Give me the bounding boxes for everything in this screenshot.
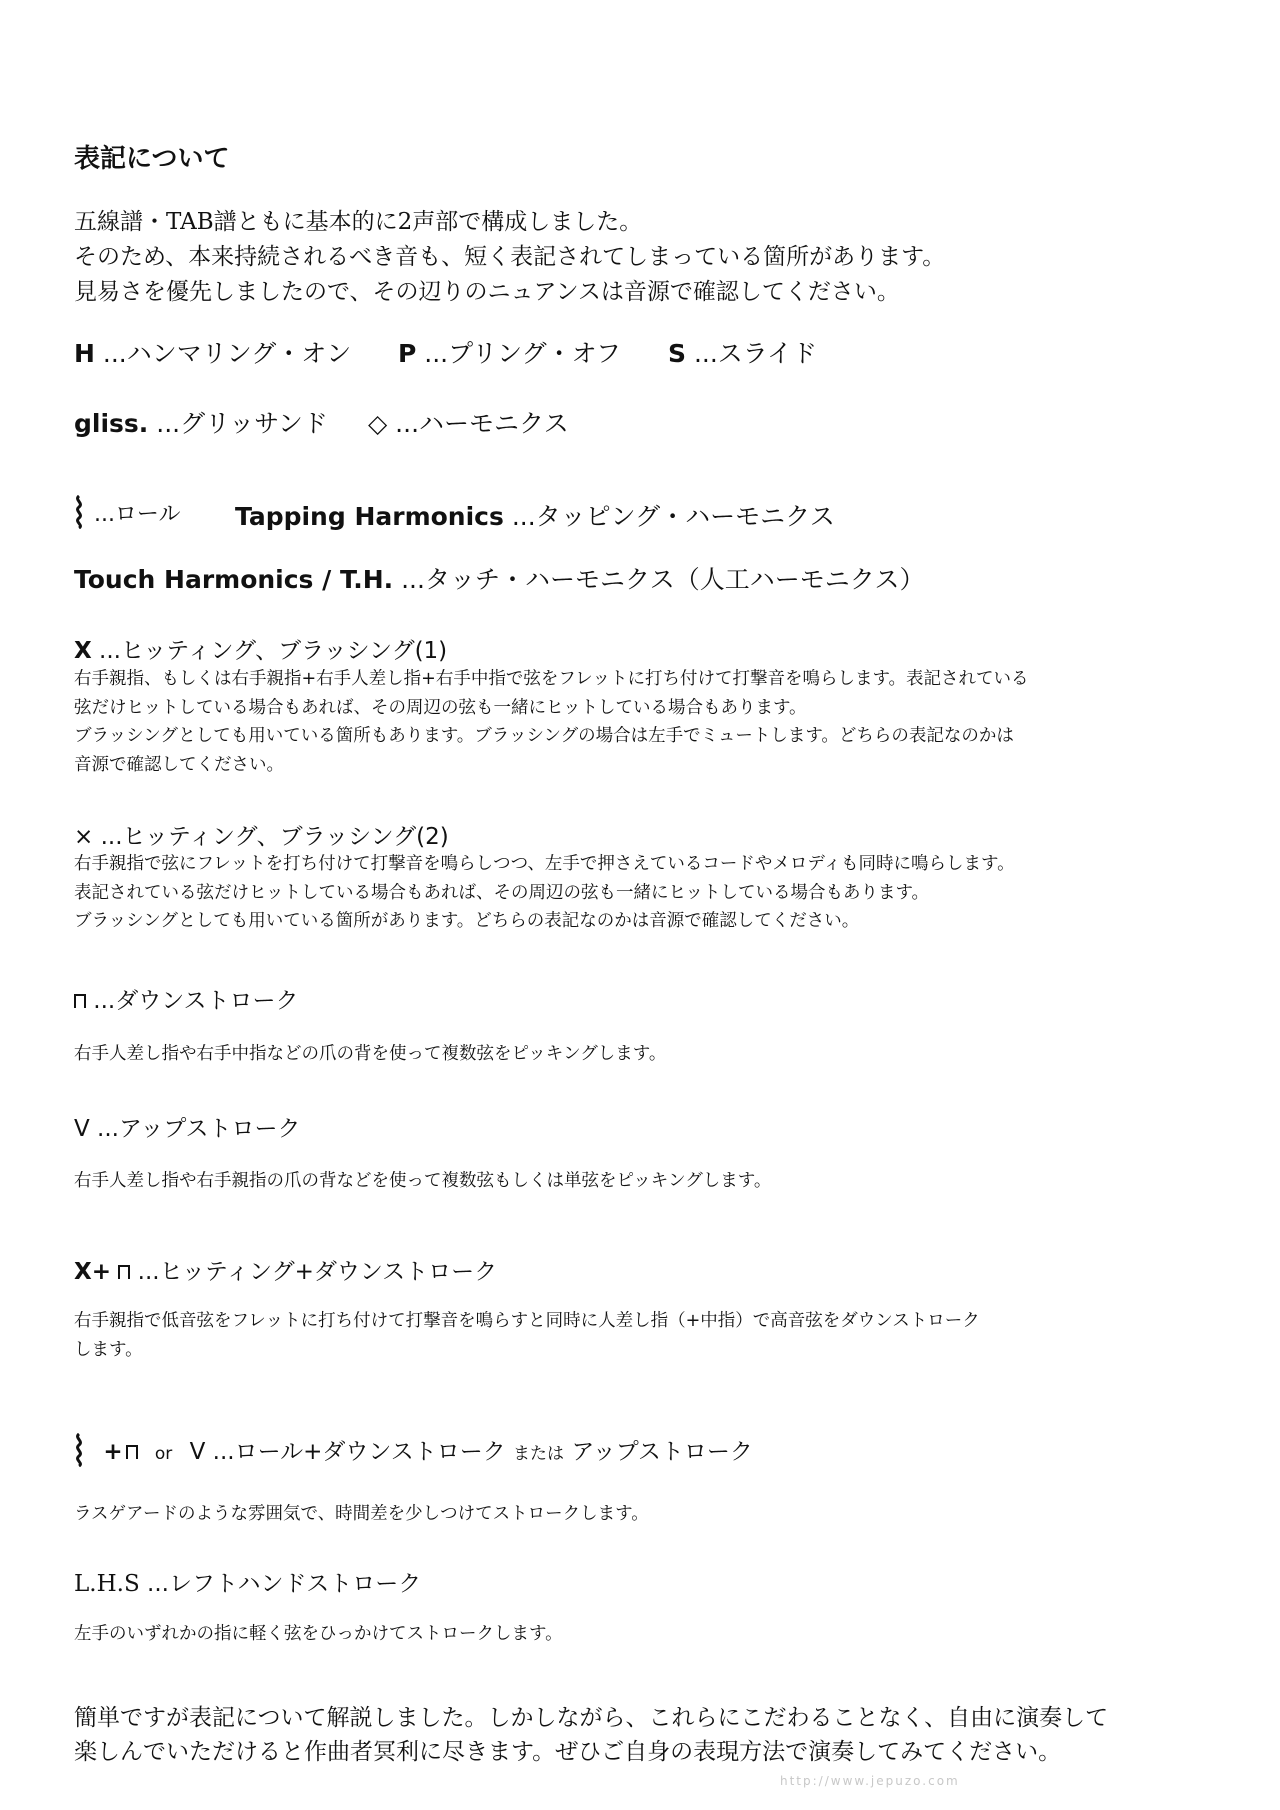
lhs-symbol: L.H.S [74, 1571, 140, 1597]
page-title: 表記について [74, 144, 230, 174]
hammer-on-label: ...ハンマリング・オン [94, 339, 352, 368]
desc-line: ブラッシングとしても用いている箇所もあります。ブラッシングの場合は左手でミュートします。どちらの表記なのかは [74, 726, 1014, 746]
legend-slide [668, 334, 817, 370]
up-stroke-symbol: V [74, 1116, 90, 1142]
watermark: http://www.jepuzo.com [780, 1774, 960, 1788]
desc-line: 右手親指、もしくは右手親指+右手人差し指+右手中指で弦をフレットに打ち付けて打撃音を鳴らします。表記されている [74, 669, 1029, 689]
roll-arpeggio-icon [72, 495, 86, 529]
or-word: or [154, 1444, 173, 1464]
lhs-label: ...レフトハンドストローク [139, 1571, 422, 1597]
down-stroke-description: 右手人差し指や右手中指などの爪の背を使って複数弦をピッキングします。 [74, 1044, 667, 1064]
tapping-harmonics-label: ...タッピング・ハーモニクス [503, 502, 835, 531]
hitting-2-symbol: × [74, 824, 94, 850]
mataha-word: または [513, 1444, 565, 1464]
legend-roll [72, 495, 181, 529]
roll-arpeggio-icon [72, 1433, 86, 1467]
legend-harmonics [368, 404, 569, 440]
hitting-down-symbol: X+ [74, 1259, 112, 1285]
harmonics-label: ...ハーモニクス [387, 409, 569, 438]
lhs-description: 左手のいずれかの指に軽く弦をひっかけてストロークします。 [74, 1624, 563, 1644]
hitting-2-label: ...ヒッティング、ブラッシング(2) [93, 824, 449, 850]
intro-line-1: 五線譜・TAB譜ともに基本的に2声部で構成しました。 [74, 209, 643, 235]
touch-harmonics-symbol: Touch Harmonics / T.H. [74, 565, 394, 594]
up-stroke-description: 右手人差し指や右手親指の爪の背などを使って複数弦もしくは単弦をピッキングします。 [74, 1171, 772, 1191]
plus-sign: + [103, 1439, 123, 1465]
down-stroke-icon [118, 1265, 130, 1279]
desc-line: 右手親指で弦にフレットを打ち付けて打撃音を鳴らしつつ、左手で押さえているコードやメロディも同時に鳴らします。 [74, 854, 1015, 874]
hitting-down-label: ...ヒッティング+ダウンストローク [130, 1259, 498, 1285]
slide-label: ...スライド [686, 339, 818, 368]
tapping-harmonics-symbol: Tapping Harmonics [235, 502, 504, 531]
hitting-2-heading [74, 818, 449, 851]
pull-off-symbol: P [398, 339, 417, 368]
up-stroke-label: アップストローク [571, 1439, 753, 1465]
legend-tapping-harmonics [235, 497, 835, 533]
hitting-1-heading [74, 632, 447, 665]
hammer-on-symbol: H [74, 339, 95, 368]
intro-line-3: 見易さを優先しましたので、その辺りのニュアンスは音源で確認してください。 [74, 279, 900, 305]
slide-symbol: S [668, 339, 687, 368]
hitting-2-description [74, 850, 1015, 936]
glissando-symbol: gliss. [74, 409, 149, 438]
pull-off-label: ...プリング・オフ [416, 339, 621, 368]
harmonics-diamond-icon: ◇ [368, 409, 388, 438]
desc-line: ブラッシングとしても用いている箇所があります。どちらの表記なのかは音源で確認してください。 [74, 911, 860, 931]
down-stroke-label: ...ダウンストローク [86, 988, 299, 1014]
hitting-1-label: ...ヒッティング、ブラッシング(1) [91, 638, 448, 664]
roll-stroke-label: ...ロール+ダウンストローク [205, 1439, 506, 1465]
roll-stroke-heading [72, 1433, 753, 1467]
down-stroke-heading [74, 982, 299, 1015]
legend-hammer-on [74, 334, 351, 370]
up-stroke-heading [74, 1110, 300, 1143]
desc-line: 弦だけヒットしている場合もあれば、その周辺の弦も一緒にヒットしている場合もあります。 [74, 697, 807, 718]
desc-line: します。 [74, 1339, 143, 1360]
hitting-1-symbol: X [74, 638, 92, 664]
intro-line-2: そのため、本来持続されるべき音も、短く表記されてしまっている箇所があります。 [74, 244, 946, 270]
desc-line: 表記されている弦だけヒットしている場合もあれば、その周辺の弦も一緒にヒットしている場合もあります。 [74, 882, 930, 903]
roll-stroke-description: ラスゲアードのような雰囲気で、時間差を少しつけてストロークします。 [74, 1504, 649, 1524]
down-stroke-icon [126, 1445, 138, 1459]
legend-glissando [74, 404, 328, 440]
glissando-label: ...グリッサンド [148, 409, 328, 438]
desc-line: 右手親指で低音弦をフレットに打ち付けて打撃音を鳴らすと同時に人差し指（+中指）で高音弦をダウンストローク [74, 1311, 980, 1331]
up-stroke-symbol: V [189, 1439, 206, 1465]
up-stroke-label: ...アップストローク [89, 1116, 301, 1142]
hitting-1-description [74, 665, 1029, 779]
touch-harmonics-label: ...タッチ・ハーモニクス（人工ハーモニクス） [393, 565, 925, 594]
roll-label: ...ロール [93, 502, 181, 527]
closing-line-2: 楽しんでいただけると作曲者冥利に尽きます。ぜひご自身の表現方法で演奏してみてください。 [74, 1739, 1062, 1765]
desc-line: 音源で確認してください。 [74, 754, 284, 775]
legend-pull-off [398, 334, 621, 370]
lhs-heading [74, 1565, 421, 1598]
hitting-down-heading [74, 1253, 497, 1286]
down-stroke-icon [74, 994, 86, 1008]
legend-touch-harmonics [74, 560, 924, 596]
closing-line-1: 簡単ですが表記について解説しました。しかしながら、これらにこだわることなく、自由に演奏して [74, 1705, 1109, 1731]
hitting-down-description [74, 1307, 980, 1364]
